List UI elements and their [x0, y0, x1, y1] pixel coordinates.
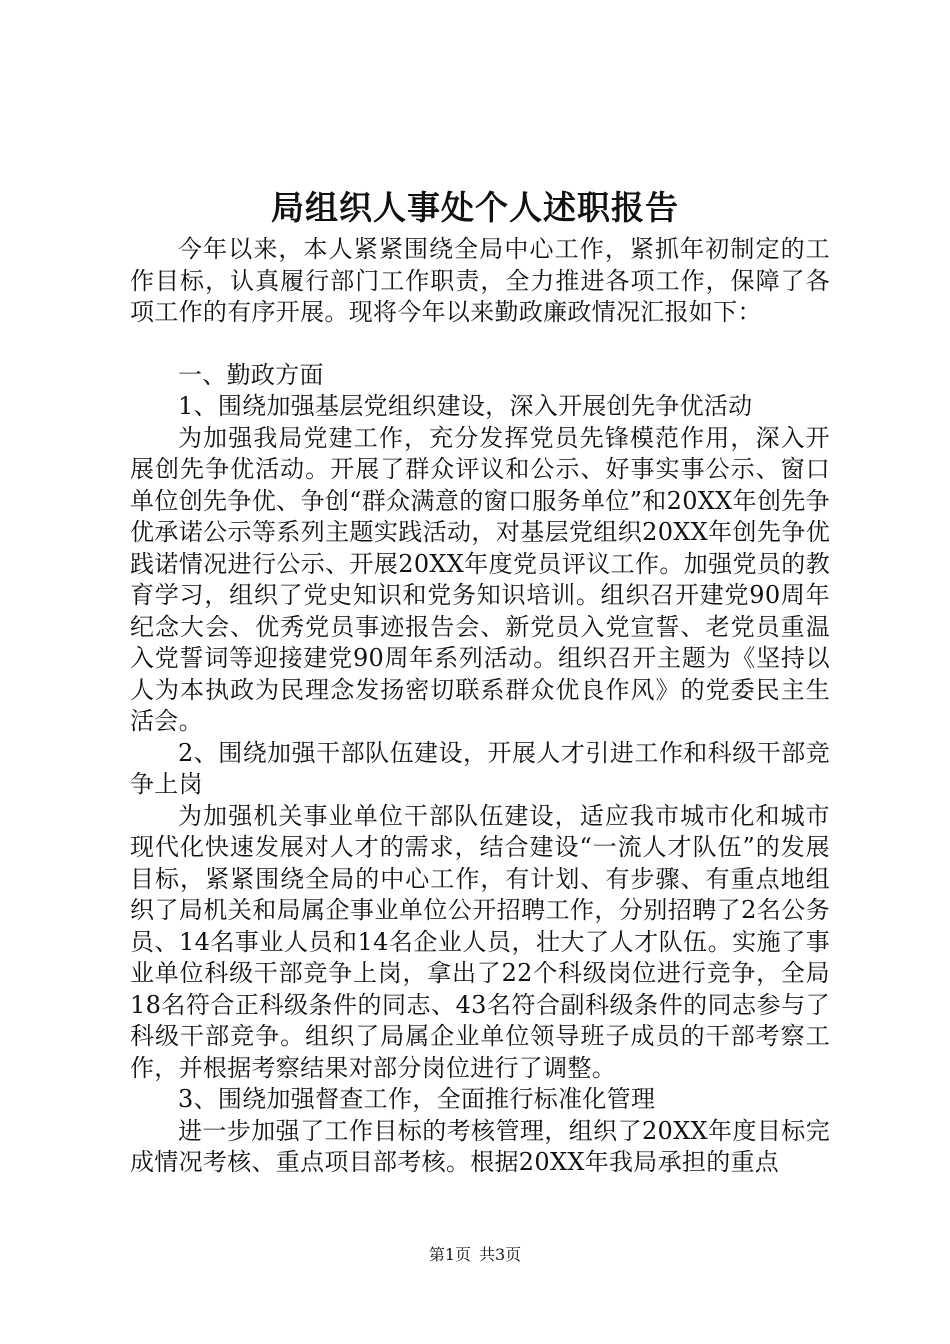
document-title: 局组织人事处个人述职报告	[271, 188, 679, 227]
page-total: 共3页	[479, 1245, 522, 1264]
subheading-cadre-team: 2、围绕加强干部队伍建设，开展人才引进工作和科级干部竞争上岗	[130, 738, 830, 798]
paragraph-supervision: 进一步加强了工作目标的考核管理，组织了20XX年度目标完成情况考核、重点项目部考核。根据20XX年我局承担的重点	[130, 1116, 830, 1176]
subheading-supervision: 3、围绕加强督查工作，全面推行标准化管理	[178, 1085, 656, 1113]
page-number: 第1页	[428, 1245, 471, 1264]
paragraph-party-building: 为加强我局党建工作，充分发挥党员先锋模范作用，深入开展创先争优活动。开展了群众评议和公示、好事实事公示、窗口单位创先争优、争创“群众满意的窗口服务单位”和20XX年创先争优承诺公示等系列主题实践活动，对基层党组织20XX年创先争优践诺情况进行公示、开展20XX年度党员评议工作。加强党员的教育学习，组织了党史知识和党务知识培训。组织召开建党90周年纪念大会、优秀党员事迹报告会、新党员入党宣誓、老党员重温入党誓词等迎接建党90周年系列活动。组织召开主题为《坚持以人为本执政为民理念发扬密切联系群众优良作风》的党委民主生活会。	[130, 423, 830, 735]
section-heading-diligence: 一、勤政方面	[178, 360, 324, 389]
subheading-party-building: 1、围绕加强基层党组织建设，深入开展创先争优活动	[178, 392, 753, 420]
paragraph-cadre-team: 为加强机关事业单位干部队伍建设，适应我市城市化和城市现代化快速发展对人才的需求，结合建设“一流人才队伍”的发展目标，紧紧围绕全局的中心工作，有计划、有步骤、有重点地组织了局机关和局属企事业单位公开招聘工作，分别招聘了2名公务员、14名事业人员和14名企业人员，壮大了人才队伍。实施了事业单位科级干部竞争上岗，拿出了22个科级岗位进行竞争，全局18名符合正科级条件的同志、43名符合副科级条件的同志参与了科级干部竞争。组织了局属企业单位领导班子成员的干部考察工作，并根据考察结果对部分岗位进行了调整。	[130, 801, 830, 1082]
page-footer	[0, 1245, 950, 1265]
paragraph-intro: 今年以来，本人紧紧围绕全局中心工作，紧抓年初制定的工作目标，认真履行部门工作职责，全力推进各项工作，保障了各项工作的有序开展。现将今年以来勤政廉政情况汇报如下：	[130, 235, 830, 326]
document-body	[130, 234, 830, 1179]
